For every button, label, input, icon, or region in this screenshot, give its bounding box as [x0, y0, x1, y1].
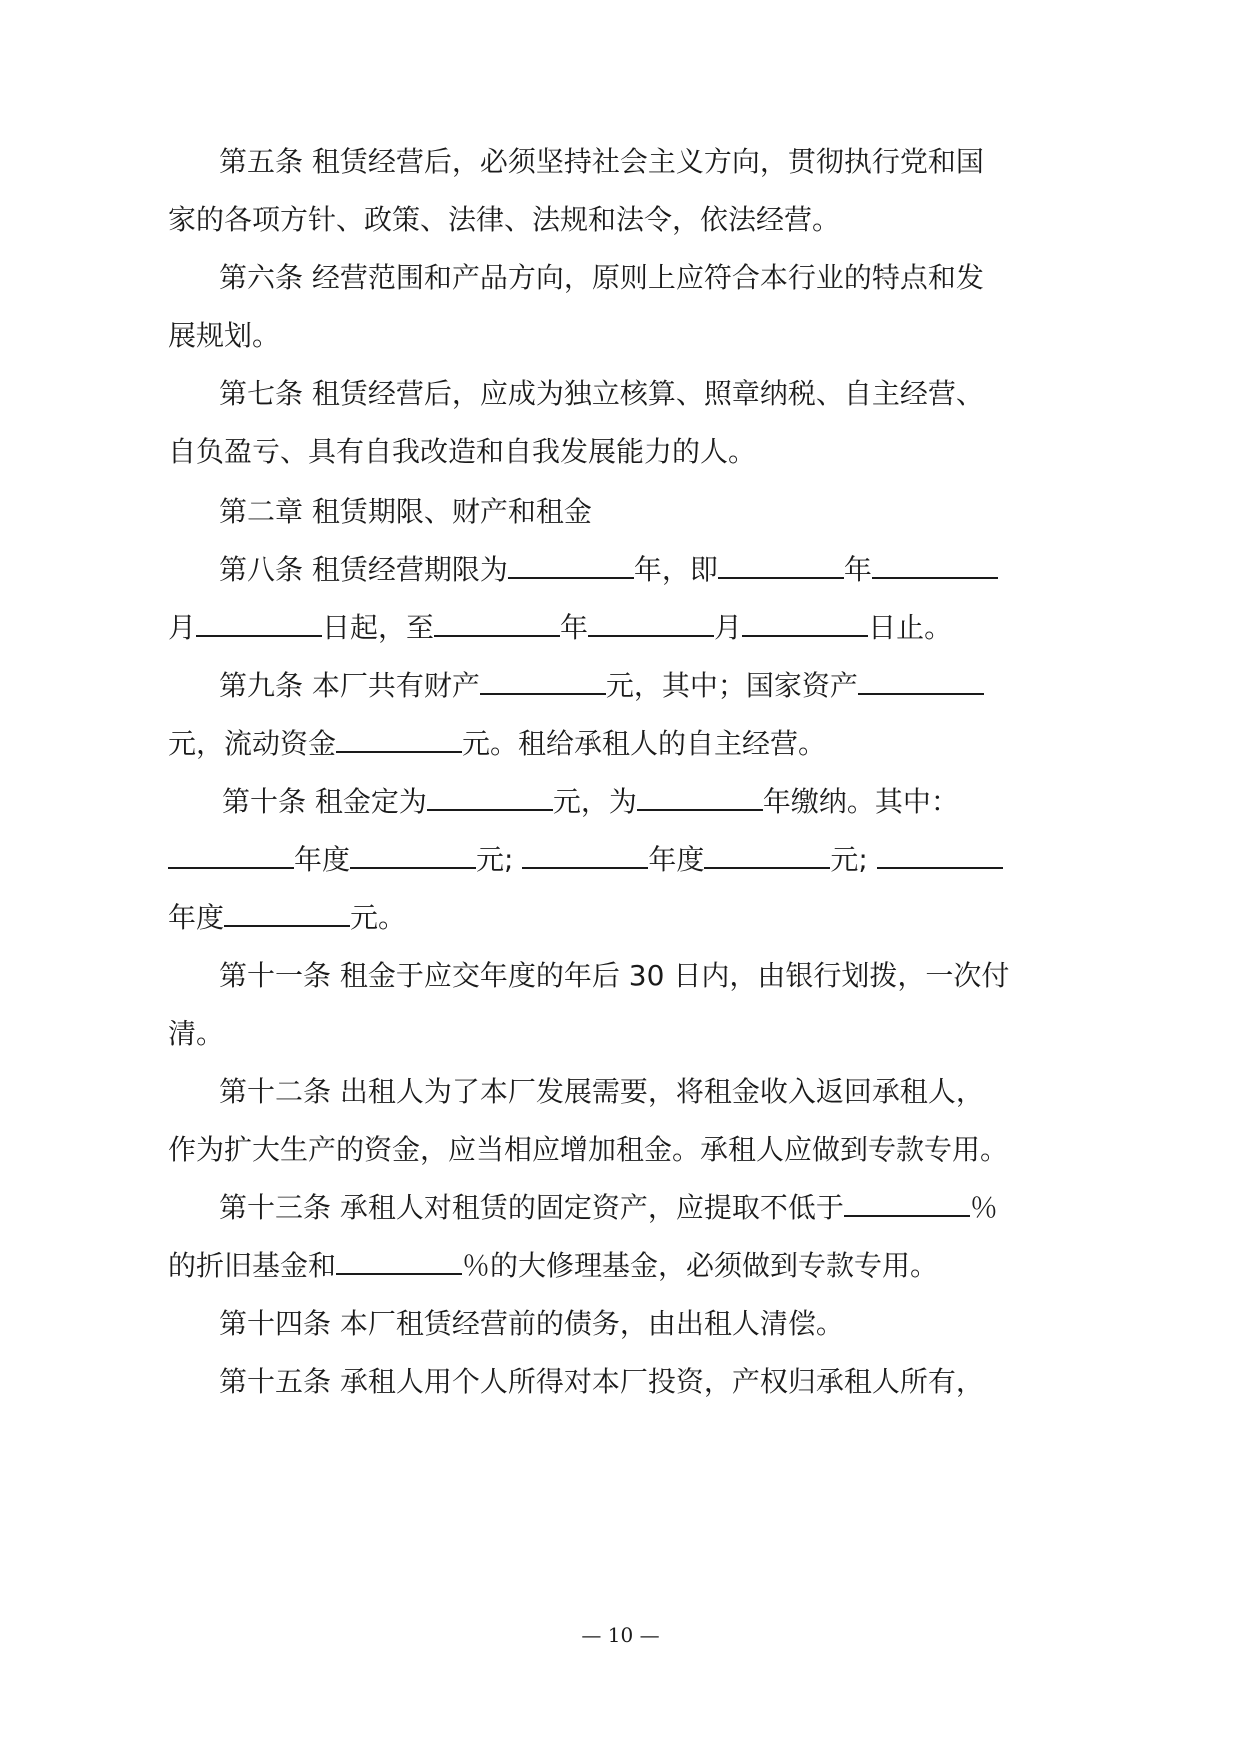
line-text: 第十四条 本厂租赁经营前的债务，由出租人清偿。: [219, 1307, 844, 1340]
paragraph-line: [219, 545, 998, 595]
paragraph-line: [168, 1009, 224, 1059]
paragraph-line: [219, 487, 592, 537]
line-text: 年，即: [633, 553, 718, 586]
paragraph-line: [168, 719, 826, 769]
fill-in-blank: [718, 547, 844, 579]
line-text: 第八条 租赁经营期限为: [219, 553, 508, 586]
line-text: ％的大修理基金，必须做到专款专用。: [462, 1249, 939, 1282]
fill-in-blank: [742, 605, 868, 637]
paragraph-line: [219, 253, 984, 303]
line-text: 第六条 经营范围和产品方向，原则上应符合本行业的特点和发: [219, 261, 984, 294]
line-text: 第十五条 承租人用个人所得对本厂投资，产权归承租人所有，: [219, 1365, 984, 1398]
line-text: 元;: [476, 843, 523, 876]
fill-in-blank: [872, 547, 998, 579]
line-text: 第九条 本厂共有财产: [219, 669, 480, 702]
fill-in-blank: [434, 605, 560, 637]
page-number: — 10 —: [581, 1623, 660, 1647]
line-text: 元。: [350, 901, 407, 934]
fill-in-blank: [168, 837, 294, 869]
line-text: 年: [560, 611, 589, 644]
paragraph-line: [168, 311, 280, 361]
line-text: 年度: [294, 843, 351, 876]
paragraph-line: [219, 951, 1009, 1001]
line-text: 第二章 租赁期限、财产和租金: [219, 495, 592, 528]
paragraph-line: [219, 369, 984, 419]
line-text: 年: [843, 553, 872, 586]
paragraph-line: [168, 195, 840, 245]
fill-in-blank: [522, 837, 648, 869]
line-text: 第十一条 租金于应交年度的年后 30 日内，由银行划拨，一次付: [219, 959, 1010, 992]
paragraph-line: [168, 603, 952, 653]
line-text: 第十条 租金定为: [222, 785, 427, 818]
paragraph-line: [168, 893, 406, 943]
line-text: 元;: [830, 843, 877, 876]
line-text: 家的各项方针、政策、法律、法规和法令，依法经营。: [168, 203, 841, 236]
fill-in-blank: [844, 1185, 970, 1217]
line-text: 第七条 租赁经营后，应成为独立核算、照章纳税、自主经营、: [219, 377, 984, 410]
fill-in-blank: [508, 547, 634, 579]
fill-in-blank: [480, 663, 606, 695]
paragraph-line: [222, 777, 959, 827]
fill-in-blank: [704, 837, 830, 869]
fill-in-blank: [336, 721, 462, 753]
paragraph-line: [168, 1125, 1008, 1175]
fill-in-blank: [637, 779, 763, 811]
fill-in-blank: [858, 663, 984, 695]
line-text: 日止。: [868, 611, 953, 644]
paragraph-line: [219, 137, 984, 187]
line-text: 元，为: [552, 785, 637, 818]
line-text: 年缴纳。其中：: [762, 785, 959, 818]
line-text: 元，其中；国家资产: [605, 669, 858, 702]
paragraph-line: [168, 835, 1003, 885]
paragraph-line: [219, 1357, 984, 1407]
paragraph-line: [219, 1299, 844, 1349]
fill-in-blank: [224, 895, 350, 927]
line-text: 第十二条 出租人为了本厂发展需要，将租金收入返回承租人，: [219, 1075, 984, 1108]
line-text: 展规划。: [168, 319, 281, 352]
line-text: 日起，至: [322, 611, 435, 644]
line-text: 年度: [648, 843, 705, 876]
fill-in-blank: [588, 605, 714, 637]
line-text: 元，流动资金: [168, 727, 337, 760]
line-text: 清。: [168, 1017, 225, 1050]
line-text: 的折旧基金和: [168, 1249, 337, 1282]
paragraph-line: [219, 1183, 998, 1233]
paragraph-line: [219, 1067, 984, 1117]
line-text: 第五条 租赁经营后，必须坚持社会主义方向，贯彻执行党和国: [219, 145, 984, 178]
line-text: 元。租给承租人的自主经营。: [462, 727, 827, 760]
fill-in-blank: [196, 605, 322, 637]
line-text: 自负盈亏、具有自我改造和自我发展能力的人。: [168, 435, 757, 468]
paragraph-line: [168, 427, 756, 477]
line-text: 月: [714, 611, 743, 644]
fill-in-blank: [877, 837, 1003, 869]
paragraph-line: [219, 661, 984, 711]
fill-in-blank: [336, 1243, 462, 1275]
line-text: 年度: [168, 901, 225, 934]
line-text: ％: [969, 1191, 998, 1224]
fill-in-blank: [350, 837, 476, 869]
line-text: 月: [168, 611, 197, 644]
paragraph-line: [168, 1241, 938, 1291]
line-text: 作为扩大生产的资金，应当相应增加租金。承租人应做到专款专用。: [168, 1133, 1009, 1166]
fill-in-blank: [427, 779, 553, 811]
line-text: 第十三条 承租人对租赁的固定资产，应提取不低于: [219, 1191, 844, 1224]
